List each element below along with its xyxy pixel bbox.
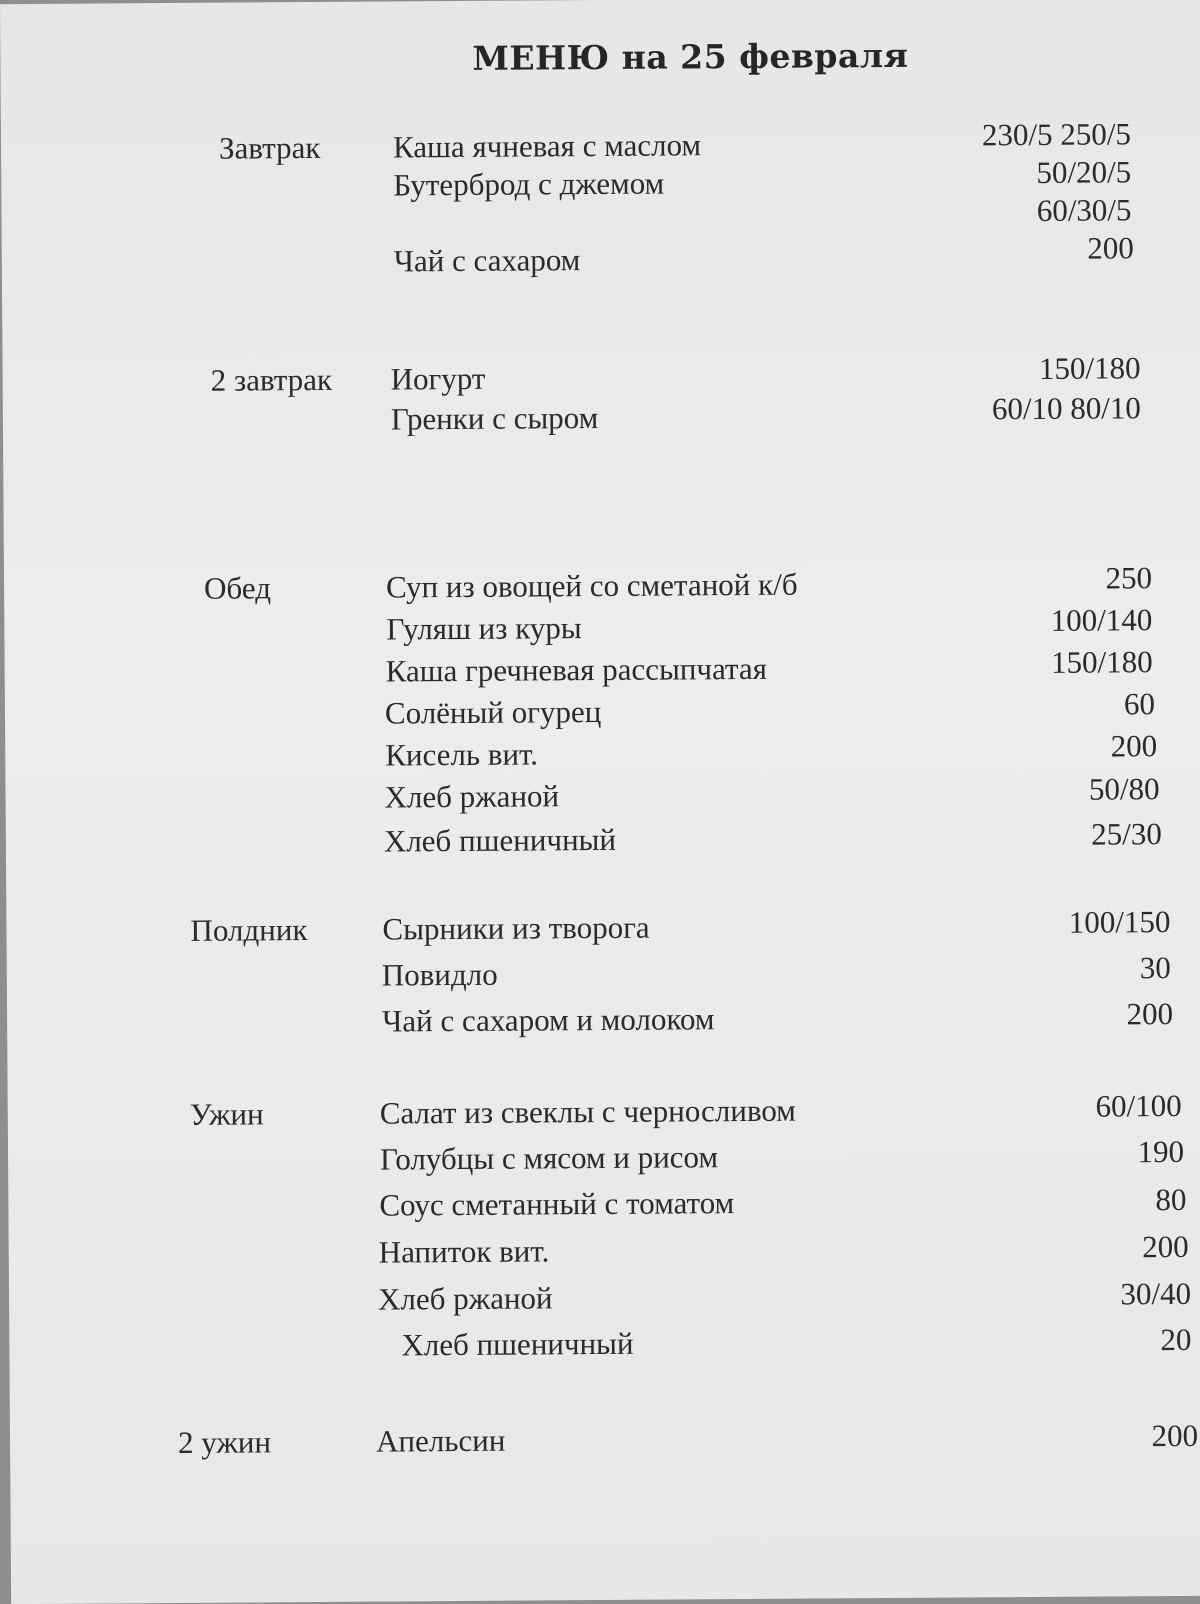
dish-name: Хлеб ржаной xyxy=(377,1280,553,1317)
page-title: МЕНЮ на 25 февраля xyxy=(472,35,909,78)
meal-name: 2 завтрак xyxy=(210,361,333,398)
dish-portion: 190 xyxy=(1137,1133,1185,1170)
dish-name: Каша ячневая с маслом xyxy=(392,127,702,165)
dish-portion: 230/5 250/5 xyxy=(981,116,1132,153)
meal-name: 2 ужин xyxy=(177,1424,272,1460)
dish-name: Кисель вит. xyxy=(385,736,539,773)
dish-name: Солёный огурец xyxy=(384,694,602,731)
dish-portion: 60/30/5 xyxy=(1036,192,1132,228)
dish-portion: 250 xyxy=(1105,560,1153,596)
dish-name: Голубцы с мясом и рисом xyxy=(379,1139,719,1177)
dish-portion: 100/140 xyxy=(1050,602,1153,638)
meal-name: Ужин xyxy=(189,1096,264,1132)
dish-portion: 200 xyxy=(1126,996,1174,1032)
dish-portion: 30 xyxy=(1139,950,1171,986)
meal-name: Обед xyxy=(203,570,272,606)
meal-name: Завтрак xyxy=(218,129,321,166)
meal-name: Полдник xyxy=(190,912,308,948)
dish-name: Хлеб ржаной xyxy=(384,778,560,815)
dish-portion: 25/30 xyxy=(1091,816,1162,852)
dish-portion: 200 xyxy=(1087,230,1134,266)
dish-name: Повидло xyxy=(381,956,498,993)
dish-portion: 60/100 xyxy=(1095,1087,1182,1124)
dish-name: Хлеб пшеничный xyxy=(401,1325,634,1363)
dish-name: Гренки с сыром xyxy=(390,400,599,437)
dish-portion: 50/20/5 xyxy=(1036,154,1132,190)
dish-portion: 150/180 xyxy=(1050,644,1153,680)
dish-name: Бутерброд с джемом xyxy=(393,165,665,203)
dish-portion: 20 xyxy=(1160,1321,1192,1358)
dish-portion: 60/10 80/10 xyxy=(991,390,1141,427)
dish-name: Сырники из творога xyxy=(382,909,650,947)
dish-portion: 200 xyxy=(1142,1228,1189,1265)
dish-name: Суп из овощей со сметаной к/б xyxy=(385,566,798,605)
dish-name: Соус сметанный с томатом xyxy=(379,1185,735,1223)
dish-name: Хлеб пшеничный xyxy=(383,821,617,859)
dish-portion: 100/150 xyxy=(1068,904,1171,940)
dish-name: Иогурт xyxy=(390,360,486,397)
dish-name: Апельсин xyxy=(375,1422,506,1459)
dish-name: Чай с сахаром xyxy=(393,242,581,279)
dish-name: Гуляш из куры xyxy=(386,610,582,647)
dish-portion: 200 xyxy=(1151,1417,1199,1454)
dish-portion: 80 xyxy=(1155,1181,1187,1218)
dish-name: Каша гречневая рассыпчатая xyxy=(385,650,768,689)
dish-name: Салат из свеклы с черносливом xyxy=(379,1092,796,1131)
dish-name: Напиток вит. xyxy=(378,1233,550,1270)
dish-portion: 150/180 xyxy=(1038,350,1141,386)
dish-portion: 30/40 xyxy=(1120,1275,1192,1312)
dish-name: Чай с сахаром и молоком xyxy=(382,1001,715,1039)
dish-portion: 60 xyxy=(1123,686,1156,722)
dish-portion: 200 xyxy=(1110,728,1158,764)
dish-portion: 50/80 xyxy=(1088,771,1160,807)
